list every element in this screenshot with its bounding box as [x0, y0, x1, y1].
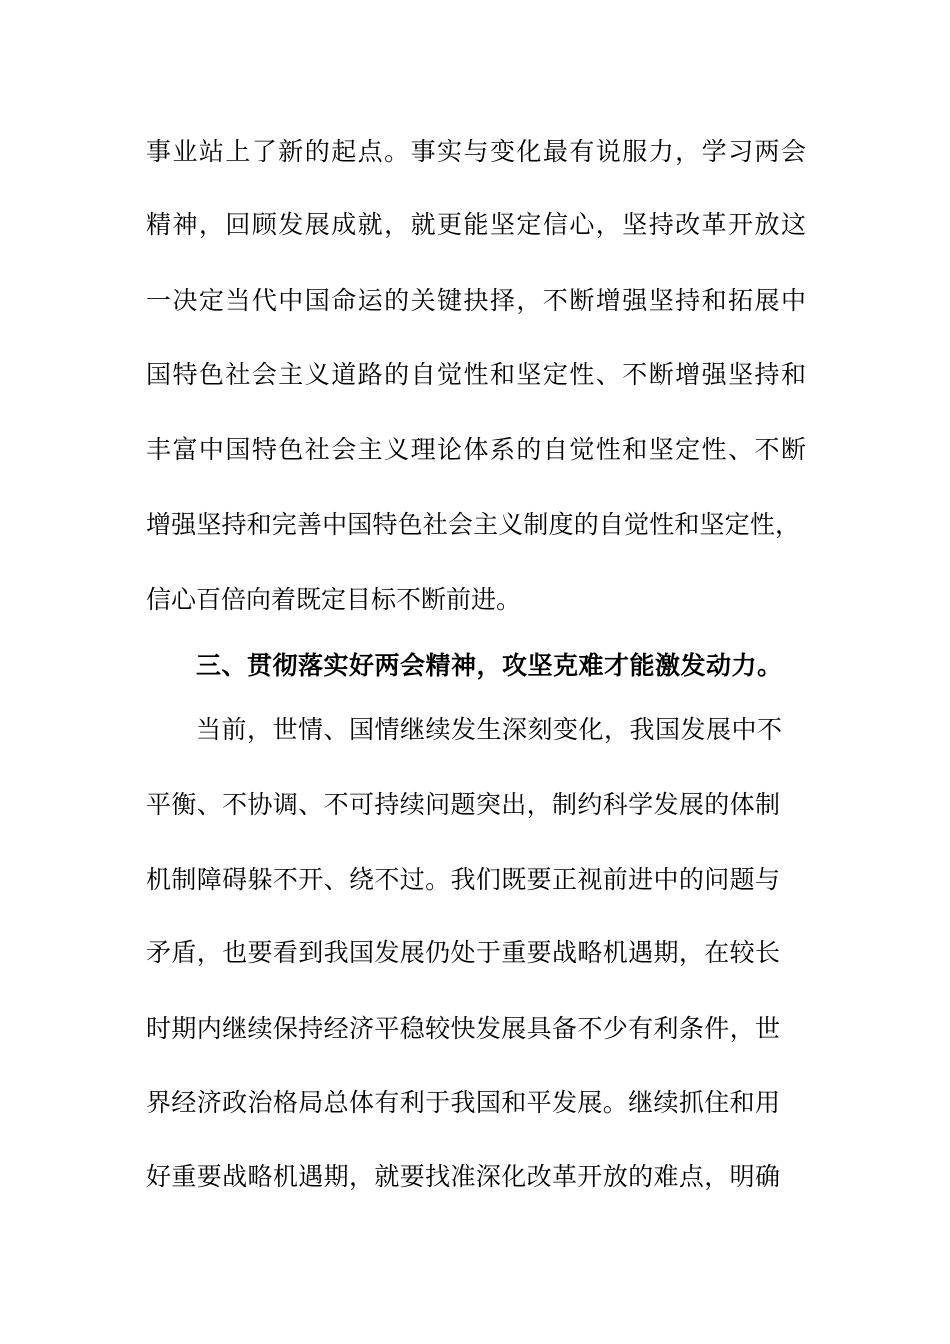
paragraph-line: 界经济政治格局总体有利于我国和平发展。继续抓住和用 [146, 1088, 780, 1117]
paragraph-line-last: 信心百倍向着既定目标不断前进。 [146, 585, 522, 614]
paragraph-line: 事业站上了新的起点。事实与变化最有说服力，学习两会 [146, 137, 806, 166]
paragraph-line: 增强坚持和完善中国特色社会主义制度的自觉性和坚定性， [146, 510, 800, 539]
paragraph-line: 矛盾，也要看到我国发展仍处于重要战略机遇期，在较长 [146, 938, 780, 967]
paragraph-line: 国特色社会主义道路的自觉性和坚定性、不断增强坚持和 [146, 360, 806, 389]
paragraph-line: 精神，回顾发展成就，就更能坚定信心，坚持改革开放这 [146, 210, 806, 239]
paragraph-line: 丰富中国特色社会主义理论体系的自觉性和坚定性、不断 [146, 435, 806, 464]
paragraph-line: 好重要战略机遇期，就要找准深化改革开放的难点，明确 [146, 1162, 780, 1191]
section-heading: 三、贯彻落实好两会精神，攻坚克难才能激发动力。 [196, 651, 783, 680]
paragraph-line: 一决定当代中国命运的关键抉择，不断增强坚持和拓展中 [146, 286, 806, 315]
paragraph-line: 平衡、不协调、不可持续问题突出，制约科学发展的体制 [146, 790, 780, 819]
paragraph-first-line: 当前，世情、国情继续发生深刻变化，我国发展中不 [196, 715, 782, 744]
paragraph-line: 机制障碍躲不开、绕不过。我们既要正视前进中的问题与 [146, 865, 780, 894]
paragraph-line: 时期内继续保持经济平稳较快发展具备不少有利条件，世 [146, 1014, 780, 1043]
